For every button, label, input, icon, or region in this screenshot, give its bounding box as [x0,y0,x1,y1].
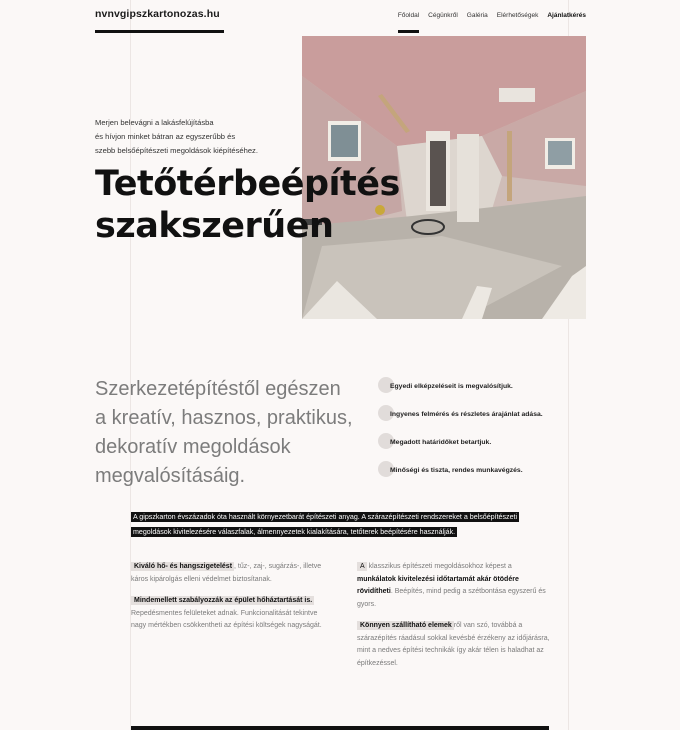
nav-item-cegunkrol[interactable] [428,12,458,19]
feature-text: Minőségi és tiszta, rendes munkavégzés. [390,467,523,474]
body-text: , tűz-, zaj-, sugárzás-, illetve káros kipárolgás elleni védelmet biztosítanak. [131,563,322,583]
hero-heading-line: szakszerűen [95,206,334,246]
hero-intro [95,116,295,158]
emphasis-tag: Kiváló hő- és hangszigetelést [131,562,234,571]
nav-item-ajanlatkeres[interactable] [547,12,586,19]
body-text: Repedésmentes felületeket adnak. Funkcionalitását tekintve nagy mértékben csökkentheti az építési költségek nagyságát. [131,609,322,629]
lead-text: Szerkezetépítéstől egészen a kreatív, hasznos, praktikus, dekoratív megoldások megvalósításáig. [95,378,353,487]
hero-intro-line: Merjen belevágni a lakásfelújításba [95,118,214,127]
site-title[interactable]: nvnvgipszkartonozas.hu [95,8,220,20]
strong-text: munkálatok kivitelezési időtartamát akár ötödére rövidítheti [357,575,519,595]
body-text: klasszikus építészeti megoldásokhoz képest a [366,563,512,570]
nav-item-fooldal[interactable] [398,12,419,19]
left-paragraph-2 [131,595,331,633]
left-column [131,561,331,642]
nav-item-label: Cégünkről [428,12,458,19]
feature-text: Ingyenes felmérés és részletes árajánlat adása. [390,411,543,418]
right-paragraph-2 [357,620,552,670]
next-section-highlight-bar [131,726,549,730]
highlight-text: A gipszkarton évszázadok óta használt környezetbarát építészeti anyag. A szárazépítészeti rendszereket a belsőépítészeti megoldások kivitelezésére válaszfalak, álmennyezetek kialakítására, tetőterek beépítésére használják. [133,513,518,536]
emphasis-tag: Mindemellett szabályozzák az épület hőháztartását is. [131,596,314,605]
nav-item-label: Főoldal [397,12,420,19]
nav-item-label: Galéria [466,12,488,19]
feature-item [380,381,580,409]
site-title-underline [95,30,224,33]
emphasis-tag: Könnyen szállítható elemek [357,621,454,630]
emphasis-tag: A [357,562,367,571]
nav-item-label: Elérhetőségek [496,12,539,19]
hero-heading [95,163,400,247]
nav-item-label: Ajánlatkérés [547,12,586,19]
feature-text: Egyedi elképzeléseit is megvalósítjuk. [390,383,513,390]
hero-intro-line: és hívjon minket bátran az egyszerűbb és [95,132,236,141]
nav-item-galeria[interactable] [467,12,488,19]
nav-active-indicator [398,30,419,33]
feature-item [380,465,580,493]
hero-intro-line: szebb belsőépítészeti megoldások kiépítéséhez. [95,146,258,155]
highlight-paragraph [131,510,551,540]
feature-item [380,437,580,465]
hero-heading-line: Tetőtérbeépítés [95,164,400,204]
main-nav [398,12,586,19]
feature-item [380,409,580,437]
feature-text: Megadott határidőket betartjuk. [390,439,492,446]
nav-item-elerhetosegek[interactable] [497,12,539,19]
right-paragraph-1 [357,561,552,611]
body-text: . Beépítés, mind pedig a szétbontása egyszerű és gyors. [357,588,546,608]
body-text: ről van szó, továbbá a szárazépítés ráadásul sokkal kevésbé érzékeny az időjárásra, mint a nedves építési technikák így akár télen is haladhat az építkezéssel. [357,622,550,667]
right-column [357,561,552,679]
left-paragraph-1 [131,561,331,586]
feature-list [380,381,580,493]
